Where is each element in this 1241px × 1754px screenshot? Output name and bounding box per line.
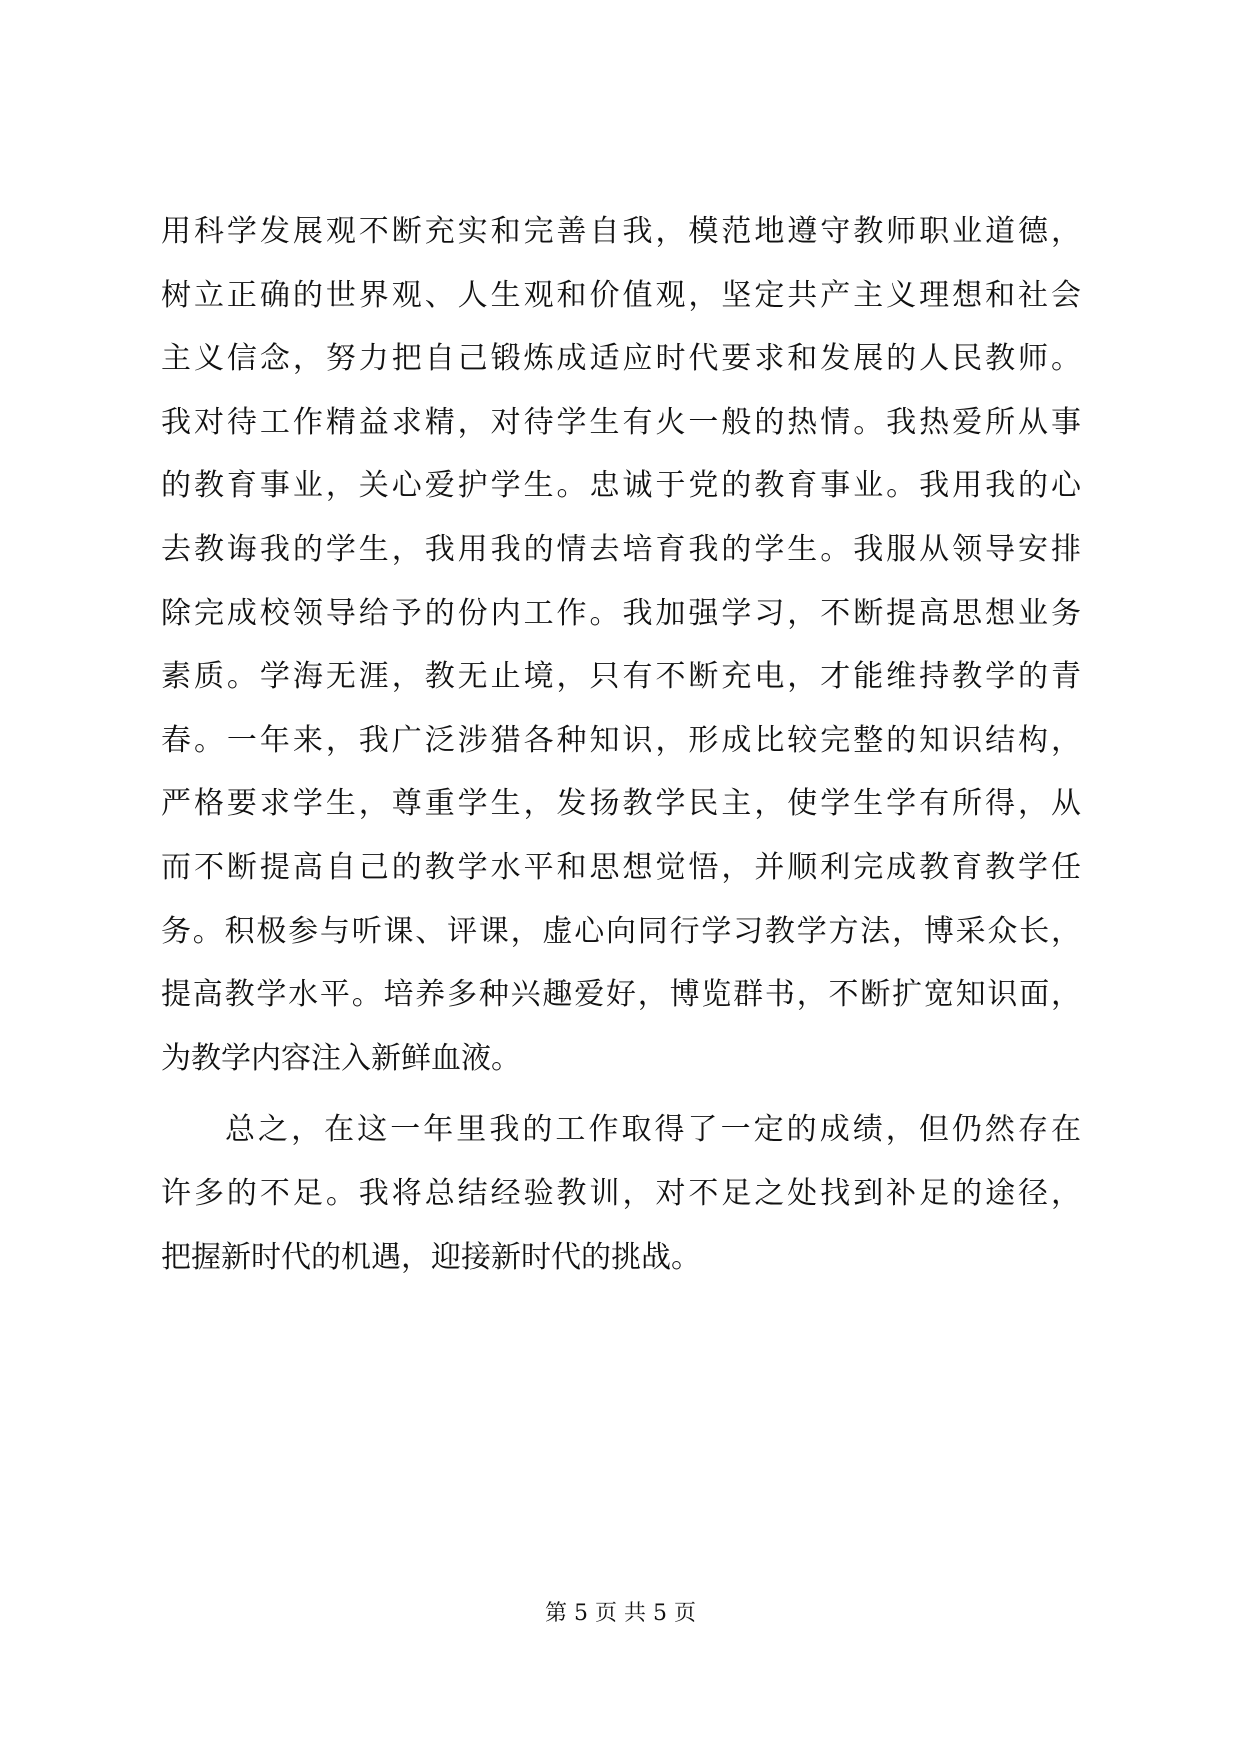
text-line: 春。一年来，我广泛涉猎各种知识，形成比较完整的知识结构， <box>161 722 1081 758</box>
text-line: 去教诲我的学生，我用我的情去培育我的学生。我服从领导安排 <box>161 531 1081 567</box>
text-line: 的教育事业，关心爱护学生。忠诚于党的教育事业。我用我的心 <box>161 468 1081 504</box>
text-line: 除完成校领导给予的份内工作。我加强学习，不断提高思想业务 <box>161 595 1081 631</box>
text-line: 把握新时代的机遇，迎接新时代的挑战。 <box>161 1239 701 1275</box>
text-line: 主义信念，努力把自己锻炼成适应时代要求和发展的人民教师。 <box>161 341 1081 377</box>
text-line: 我对待工作精益求精，对待学生有火一般的热情。我热爱所从事 <box>161 404 1081 440</box>
paragraph-gap <box>161 1090 1081 1098</box>
text-line: 素质。学海无涯，教无止境，只有不断充电，才能维持教学的青 <box>161 659 1081 695</box>
paragraph-2 <box>161 1098 1081 1289</box>
text-line: 严格要求学生，尊重学生，发扬教学民主，使学生学有所得，从 <box>161 786 1081 822</box>
text-line: 提高教学水平。培养多种兴趣爱好，博览群书，不断扩宽知识面， <box>161 977 1081 1013</box>
paragraph-1 <box>161 200 1081 1090</box>
text-line: 总之，在这一年里我的工作取得了一定的成绩，但仍然存在 <box>225 1112 1081 1148</box>
text-line: 许多的不足。我将总结经验教训，对不足之处找到补足的途径， <box>161 1175 1081 1211</box>
page-number-footer: 第 5 页 共 5 页 <box>545 1601 696 1626</box>
text-line: 而不断提高自己的教学水平和思想觉悟，并顺利完成教育教学任 <box>161 849 1081 885</box>
body-text <box>161 200 1081 1289</box>
text-line: 用科学发展观不断充实和完善自我，模范地遵守教师职业道德， <box>161 214 1081 249</box>
text-line: 树立正确的世界观、人生观和价值观，坚定共产主义理想和社会 <box>161 277 1081 313</box>
text-line: 为教学内容注入新鲜血液。 <box>161 1040 521 1076</box>
text-line: 务。积极参与听课、评课，虚心向同行学习教学方法，博采众长， <box>161 913 1081 949</box>
